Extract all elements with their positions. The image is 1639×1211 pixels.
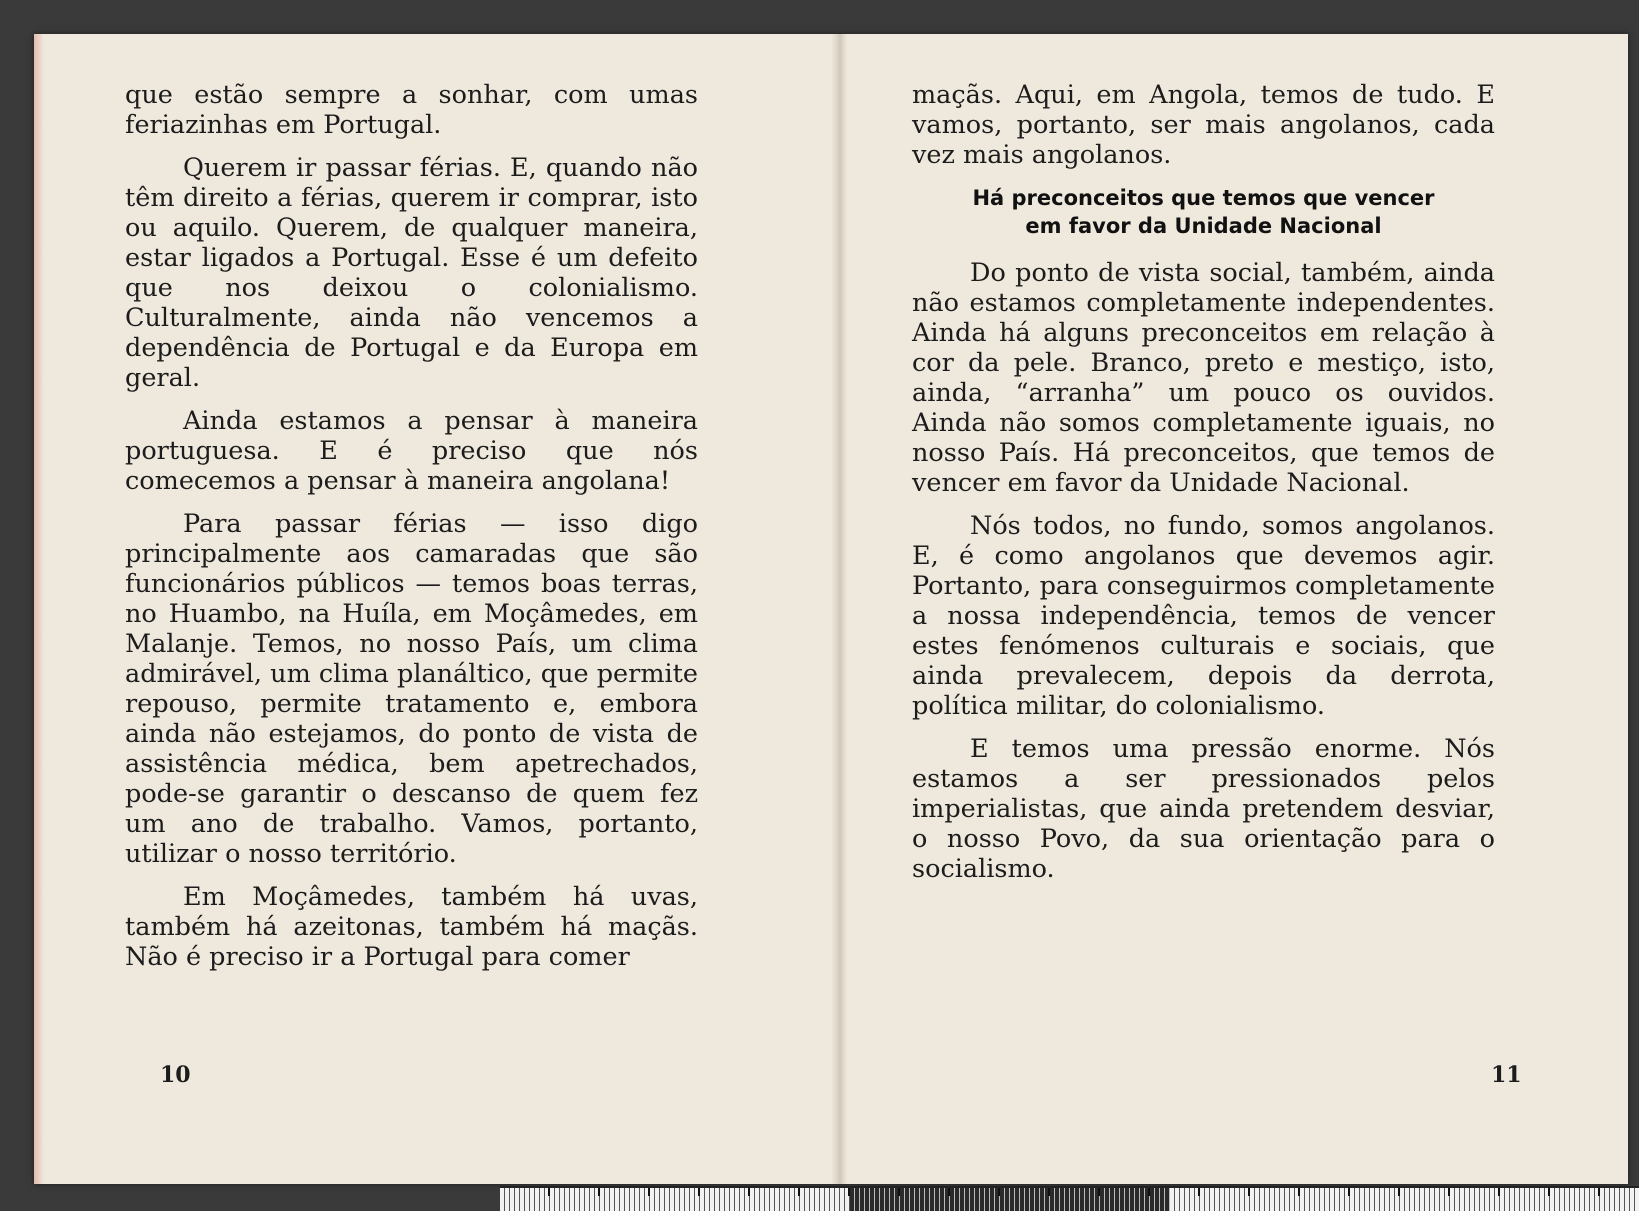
left-paragraph-2: Querem ir passar férias. E, quando não têm direito a férias, querem ir comprar, isto ou aquilo. Querem, de qualquer maneira, estar ligados a Portugal. Esse é um defeito que nos deixou o colonialismo. Culturalmente, ainda não vencemos a dependência de Portugal e da Europa em geral.	[125, 153, 698, 393]
measurement-ruler	[500, 1186, 1639, 1211]
right-paragraph-2: Do ponto de vista social, também, ainda não estamos completamente independentes. Ainda há alguns preconceitos em relação à cor da pele. Branco, preto e mestiço, isto, ainda, “arranha” um pouco os ouvidos. Ainda não somos completamente iguais, no nosso País. Há preconceitos, que temos de vencer em favor da Unidade Nacional.	[912, 258, 1495, 498]
ruler-dark-segment	[850, 1188, 1170, 1211]
right-paragraph-4: E temos uma pressão enorme. Nós estamos a ser pressionados pelos imperialistas, que ainda pretendem desviar, o nosso Povo, da sua orientação para o socialismo.	[912, 734, 1495, 884]
section-heading-line-2: em favor da Unidade Nacional	[1025, 214, 1382, 238]
left-paragraph-1: que estão sempre a sonhar, com umas feriazinhas em Portugal.	[125, 80, 698, 140]
left-paragraph-3: Ainda estamos a pensar à maneira portuguesa. E é preciso que nós comecemos a pensar à maneira angolana!	[125, 406, 698, 496]
section-heading-line-1: Há preconceitos que temos que vencer	[972, 186, 1435, 210]
left-paragraph-4: Para passar férias — isso digo principalmente aos camaradas que são funcionários públicos — temos boas terras, no Huambo, na Huíla, em Moçâmedes, em Malanje. Temos, no nosso País, um clima admirável, um clima planáltico, que permite repouso, permite tratamento e, embora ainda não estejamos, do ponto de vista de assistência médica, bem apetrechados, pode-se garantir o descanso de quem fez um ano de trabalho. Vamos, portanto, utilizar o nosso território.	[125, 509, 698, 869]
page-number-left: 10	[160, 1062, 191, 1088]
left-page-text	[125, 80, 698, 985]
right-page-text	[912, 80, 1495, 897]
book-spine	[831, 34, 847, 1184]
right-paragraph-3: Nós todos, no fundo, somos angolanos. E, é como angolanos que devemos agir. Portanto, para conseguirmos completamente a nossa independência, temos de vencer estes fenómenos culturais e sociais, que ainda prevalecem, depois da derrota, política militar, do colonialismo.	[912, 511, 1495, 721]
page-number-right: 11	[1491, 1062, 1522, 1088]
right-paragraph-1: maçãs. Aqui, em Angola, temos de tudo. E vamos, portanto, ser mais angolanos, cada vez mais angolanos.	[912, 80, 1495, 170]
section-heading	[912, 184, 1495, 240]
left-paragraph-5: Em Moçâmedes, também há uvas, também há azeitonas, também há maçãs. Não é preciso ir a Portugal para comer	[125, 882, 698, 972]
